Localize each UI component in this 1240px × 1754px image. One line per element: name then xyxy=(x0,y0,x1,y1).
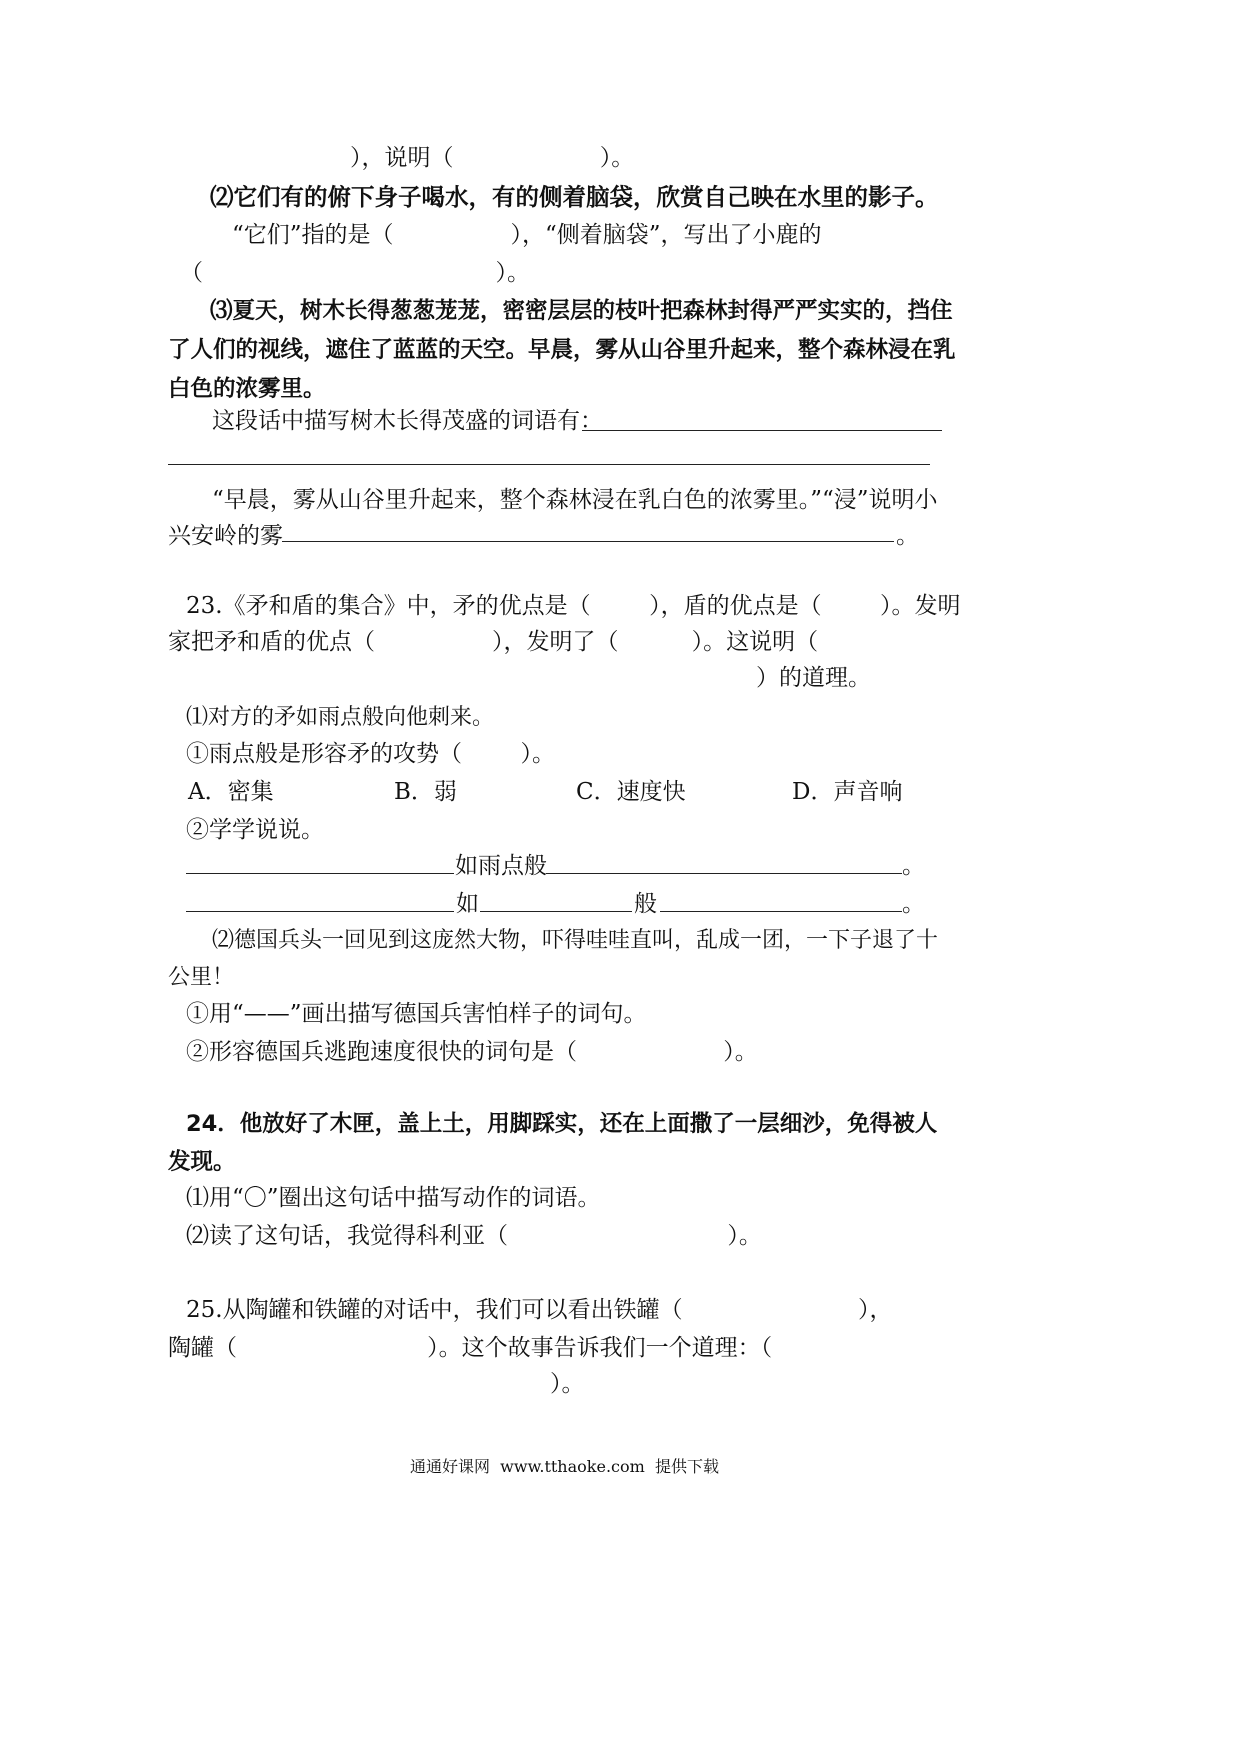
q23-line2: 家把矛和盾的优点（ ），发明了（ ）。这说明（ xyxy=(168,629,819,655)
q23-fill1-end: 。 xyxy=(902,853,925,879)
q22-part2-text: ⑵它们有的俯下身子喝水，有的侧着脑袋，欣赏自己映在水里的影子。 xyxy=(210,183,939,211)
option-b[interactable]: B．弱 xyxy=(394,779,457,805)
q23-sentence2-question2: ②形容德国兵逃跑速度很快的词句是（ ）。 xyxy=(186,1039,758,1065)
q23-learn-prompt: ②学学说说。 xyxy=(186,817,324,843)
q22-line1: ），说明（ ）。 xyxy=(350,145,635,171)
q23-fill2-ban: 般 xyxy=(634,891,657,917)
q24-question1: ⑴用“〇”圈出这句话中描写动作的词语。 xyxy=(186,1185,601,1211)
q23-line3: ）的道理。 xyxy=(756,665,871,691)
answer-line[interactable] xyxy=(186,873,454,874)
q22-part3-question2b-end: 。 xyxy=(896,523,919,549)
q23-fill2-ru: 如 xyxy=(456,891,479,917)
q23-sentence1-question: ①雨点般是形容矛的攻势（ ）。 xyxy=(186,741,555,767)
q23-sentence1: ⑴对方的矛如雨点般向他刺来。 xyxy=(186,705,495,730)
q22-part3-line3: 白色的浓雾里。 xyxy=(168,376,326,402)
q25-line2: 陶罐（ ）。这个故事告诉我们一个道理：（ xyxy=(168,1335,773,1361)
page-footer: 通通好课网 www.tthaoke.com 提供下载 xyxy=(410,1457,719,1476)
q23-fill2-end: 。 xyxy=(902,891,925,917)
answer-line[interactable] xyxy=(186,911,454,912)
answer-line[interactable] xyxy=(168,464,930,465)
q25-line1: 25.从陶罐和铁罐的对话中，我们可以看出铁罐（ ）， xyxy=(186,1297,893,1323)
q22-part3-question2a: “早晨，雾从山谷里升起来，整个森林浸在乳白色的浓雾里。”“浸”说明小 xyxy=(212,487,938,513)
q22-part2-question1: “它们”指的是（ ），“侧着脑袋”，写出了小鹿的 xyxy=(232,222,822,248)
answer-line[interactable] xyxy=(480,911,632,912)
option-c[interactable]: C．速度快 xyxy=(576,779,686,805)
q23-fill1-middle: 如雨点般 xyxy=(455,853,547,879)
option-a[interactable]: A．密集 xyxy=(188,779,274,805)
q22-part3-line1: ⑶夏天，树木长得葱葱茏茏，密密层层的枝叶把森林封得严严实实的，挡住 xyxy=(210,298,953,324)
answer-line[interactable] xyxy=(660,911,902,912)
q22-part3-line2: 了人们的视线，遮住了蓝蓝的天空。早晨，雾从山谷里升起来，整个森林浸在乳 xyxy=(168,337,956,363)
q22-part3-question2b: 兴安岭的雾 xyxy=(168,523,283,549)
q22-part2-question2: （ ）。 xyxy=(180,260,530,286)
option-d[interactable]: D．声音响 xyxy=(792,779,903,805)
q25-line3: ）。 xyxy=(550,1371,585,1397)
q24-line1: 24．他放好了木匣，盖上土，用脚踩实，还在上面撒了一层细沙，免得被人 xyxy=(186,1111,938,1137)
q23-sentence2-line2: 公里！ xyxy=(168,965,235,990)
answer-line[interactable] xyxy=(282,541,894,542)
q23-sentence2-question1: ①用“——”画出描写德国兵害怕样子的词句。 xyxy=(186,1001,647,1027)
q24-line2: 发现。 xyxy=(168,1149,236,1175)
q22-part3-question1: 这段话中描写树木长得茂盛的词语有： xyxy=(212,408,603,434)
answer-line[interactable] xyxy=(546,873,902,874)
answer-line[interactable] xyxy=(582,430,942,431)
q24-question2: ⑵读了这句话，我觉得科利亚（ ）。 xyxy=(186,1223,762,1249)
q23-line1: 23.《矛和盾的集合》中，矛的优点是（ ），盾的优点是（ ）。发明 xyxy=(186,593,961,619)
q23-sentence2-line1: ⑵德国兵头一回见到这庞然大物，吓得哇哇直叫，乱成一团，一下子退了十 xyxy=(212,928,939,953)
